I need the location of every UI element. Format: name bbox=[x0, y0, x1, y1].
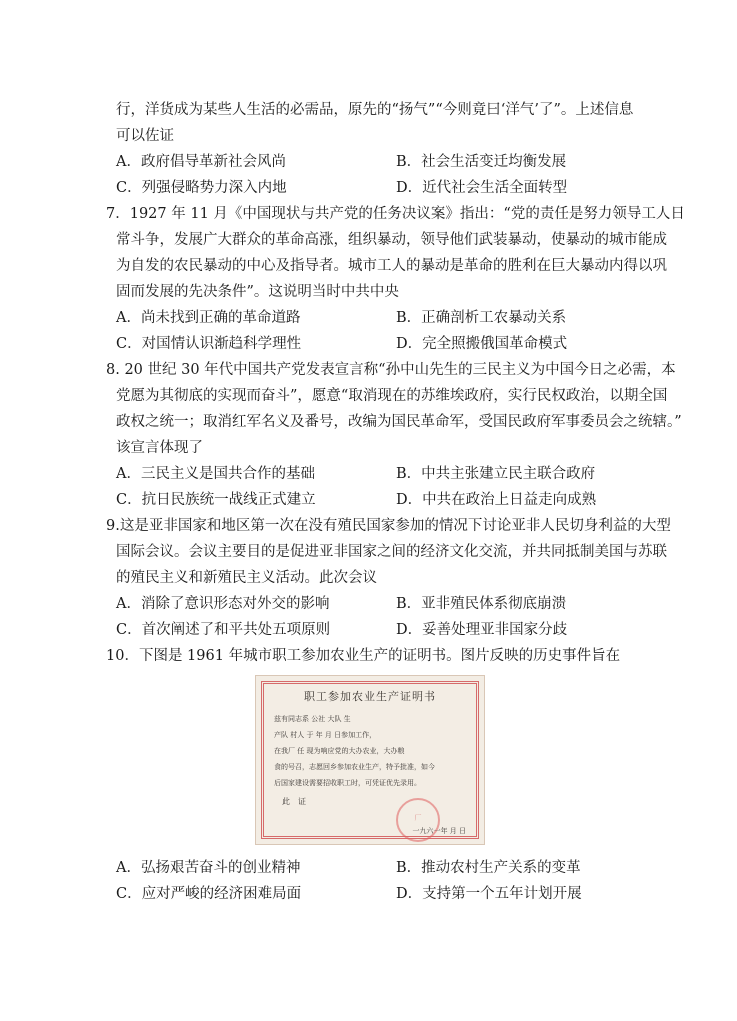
q8-option-d: D．中共在政治上日益走向成熟 bbox=[396, 492, 597, 508]
q9-option-d: D．妥善处理亚非国家分歧 bbox=[396, 622, 568, 638]
stamp-text: 厂 bbox=[414, 814, 422, 822]
q6-option-b: B．社会生活变迁均衡发展 bbox=[396, 154, 567, 170]
q7-stem-line: 为自发的农民暴动的中心及指导者。城市工人的暴动是革命的胜利在巨大暴动内得以巩 bbox=[116, 258, 667, 274]
q9-stem-line: 的殖民主义和新殖民主义活动。此次会议 bbox=[116, 570, 377, 586]
certificate-date: 一九六一年 月 日 bbox=[412, 827, 466, 835]
q6-option-a: A．政府倡导革新社会风尚 bbox=[116, 154, 286, 170]
q8-stem-line: 该宣言体现了 bbox=[116, 440, 203, 456]
certificate-line: 在我厂 任 现为响应党的大办农业，大办粮 bbox=[274, 747, 405, 755]
q6-option-d: D．近代社会生活全面转型 bbox=[396, 180, 568, 196]
q6-stem-line: 可以佐证 bbox=[116, 128, 174, 144]
q9-option-c: C．首次阐述了和平共处五项原则 bbox=[116, 622, 331, 638]
q9-stem-line: 9.这是亚非国家和地区第一次在没有殖民国家参加的情况下讨论亚非人民切身利益的大型 bbox=[106, 518, 671, 534]
certificate-line: 产队 村人 于 年 月 日参加工作， bbox=[274, 731, 377, 739]
q6-option-c: C．列强侵略势力深入内地 bbox=[116, 180, 287, 196]
certificate-border bbox=[261, 681, 479, 839]
certificate-image bbox=[255, 675, 485, 845]
q8-option-c: C．抗日民族统一战线正式建立 bbox=[116, 492, 316, 508]
q7-stem-line: 7．1927 年 11 月《中国现状与共产党的任务决议案》指出：“党的责任是努力领导工人日 bbox=[106, 206, 685, 222]
q8-stem-line: 党愿为其彻底的实现而奋斗”，愿意“取消现在的苏维埃政府，实行民权政治，以期全国 bbox=[116, 388, 668, 404]
q8-option-a: A．三民主义是国共合作的基础 bbox=[116, 466, 315, 482]
certificate-line: 兹有同志系 公社 大队 生 bbox=[274, 715, 351, 723]
certificate-line: 食的号召，志愿回乡参加农业生产，特予批准，如今 bbox=[274, 763, 435, 771]
q8-stem-line: 政权之统一；取消红军名义及番号，改编为国民革命军，受国民政府军事委员会之统辖。” bbox=[116, 414, 682, 430]
certificate-title: 职工参加农业生产证明书 bbox=[304, 690, 436, 703]
q9-option-a: A．消除了意识形态对外交的影响 bbox=[116, 596, 330, 612]
q8-stem-line: 8. 20 世纪 30 年代中国共产党发表宣言称“孙中山先生的三民主义为中国今日之必需，本 bbox=[106, 362, 676, 378]
q7-option-b: B．正确剖析工农暴动关系 bbox=[396, 310, 567, 326]
q7-option-d: D．完全照搬俄国革命模式 bbox=[396, 336, 568, 352]
q7-stem-line: 常斗争，发展广大群众的革命高涨，组织暴动，领导他们武装暴动，使暴动的城市能成 bbox=[116, 232, 667, 248]
q10-option-d: D．支持第一个五年计划开展 bbox=[396, 886, 582, 902]
q6-stem-line: 行，洋货成为某些人生活的必需品，原先的“扬气”“今则竟曰‘洋气’了”。上述信息 bbox=[116, 102, 634, 118]
q9-stem-line: 国际会议。会议主要目的是促进亚非国家之间的经济文化交流，并共同抵制美国与苏联 bbox=[116, 544, 667, 560]
q8-option-b: B．中共主张建立民主联合政府 bbox=[396, 466, 596, 482]
q7-option-a: A．尚未找到正确的革命道路 bbox=[116, 310, 301, 326]
q10-option-c: C．应对严峻的经济困难局面 bbox=[116, 886, 302, 902]
q10-stem-line: 10．下图是 1961 年城市职工参加农业生产的证明书。图片反映的历史事件旨在 bbox=[106, 648, 621, 664]
q7-stem-line: 固而发展的先决条件”。这说明当时中共中央 bbox=[116, 284, 399, 300]
q10-option-b: B．推动农村生产关系的变革 bbox=[396, 860, 581, 876]
certificate-sign: 此 证 bbox=[282, 797, 306, 806]
q7-option-c: C．对国情认识渐趋科学理性 bbox=[116, 336, 302, 352]
q9-option-b: B．亚非殖民体系彻底崩溃 bbox=[396, 596, 567, 612]
q10-option-a: A．弘扬艰苦奋斗的创业精神 bbox=[116, 860, 301, 876]
certificate-line: 后国家建设需要招收职工时，可凭证优先录用。 bbox=[274, 779, 421, 787]
